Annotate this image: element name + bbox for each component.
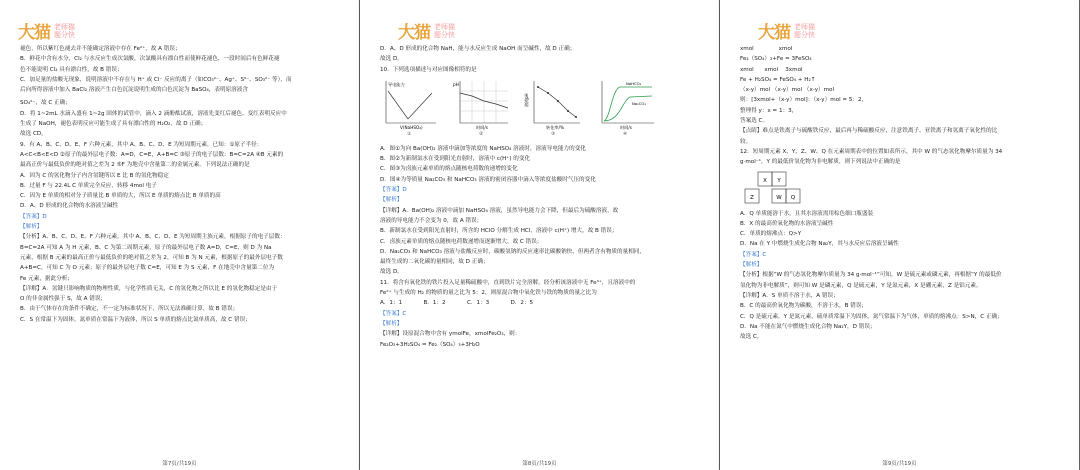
analysis-label: 【解析】 bbox=[380, 197, 403, 204]
chart-4 bbox=[596, 79, 654, 139]
text-line: 褪色，所以紫红色褪去并不能确定溶液中存在 Fe²⁺，故 A 错误； bbox=[20, 46, 181, 52]
equation-line: （x-y）mol （x-y）mol （x-y）mol bbox=[740, 87, 835, 94]
question-line: 10．下列选项描述与对应图像相符的是 bbox=[380, 66, 477, 73]
chart-1-graph bbox=[380, 79, 438, 131]
watermark-logo bbox=[398, 18, 455, 43]
cell-y: Y bbox=[777, 177, 781, 184]
text-line: B．由于气体存在的条件不确定，不一定为标准状况下，所以无法准确计算，故 B 错误； bbox=[20, 306, 239, 313]
watermark-logo bbox=[758, 18, 815, 43]
option-line: C．单质的熔沸点：Q>Y bbox=[740, 231, 802, 238]
chart-1-ylabel: 导电能力 bbox=[388, 81, 405, 87]
text-line: 【点睛】难点是铁离子与硫酸铁反应，最后再与稀硫酸反应，注意铁离子、亚铁离子和氢离子氧化性的比 bbox=[740, 128, 998, 135]
text-line: A+B=C，可知 C 为 O 元素；原子的最外层电子数 C=E，可知 E 为 S 元素，F 在地壳中含量第二位为 bbox=[20, 265, 275, 272]
chart-2 bbox=[452, 79, 510, 139]
chart-2-xlabel: 时间/s bbox=[476, 124, 488, 130]
option-line: C．因为 E 单质的相对分子质量比 B 单质的大，所以 E 单质的熔点比 B 单质的高 bbox=[20, 193, 221, 200]
logo-subtext: 老师猫 bbox=[434, 22, 455, 31]
answer-label: 【答案】D bbox=[20, 213, 47, 220]
chart-3-xlabel: 转化率/% bbox=[546, 124, 564, 130]
equation-line: Fe₂（SO₄）₃+Fe = 3FeSO₄ bbox=[740, 56, 812, 63]
option-line: D．Na 在 Y 中燃烧生成化合物 Na₂Y，其与水反应后溶液呈碱性 bbox=[740, 241, 899, 248]
text-line: D．Na 不能在氮气中燃烧生成化合物 Na₂Y，D 错误； bbox=[740, 323, 876, 330]
text-line: 【详解】设原混合物中含有 ymolFe，xmolFe₂O₃，则： bbox=[380, 331, 521, 338]
option-line: B．过量 F 与 22.4L C 单质完全反应，转移 4mol 电子 bbox=[20, 182, 157, 189]
text-line: Fe 元素，据此分析； bbox=[20, 275, 73, 282]
text-line: B．鲜花中含有水分，Cl₂ 与水反应生成次氯酸，次氯酸具有漂白性而使鲜花褪色，一段时间后有色鲜花褪 bbox=[20, 56, 280, 63]
text-line: 生成了 NaOH，褪色表明反应可能生成了具有漂白性的 H₂O₂，故 D 正确； bbox=[20, 121, 207, 128]
document-page-8 bbox=[360, 0, 719, 470]
chart-caption: ③ bbox=[550, 131, 556, 137]
text-line: D．将 1~2mL 水滴入盛有 1~2g 固体的试管中，滴入 2 滴酚酞试液，溶液先变红后褪色，变红表明反应中 bbox=[20, 110, 287, 117]
equation-line: Fe₂O₃+3H₂SO₄ = Fe₂（SO₄）₃+3H₂O bbox=[380, 341, 480, 348]
chart-2-ylabel: pH bbox=[453, 81, 459, 87]
text-line: Fe²⁺ 与生成的 H₂ 的物质的量之比为 5：2，则原混合物中氧化铁与铁的物质的量之比为 bbox=[380, 290, 597, 297]
answer-label: 【答案】C bbox=[380, 310, 407, 317]
text-line: D．A、D 形成的化合物 NaH，能与水反应生成 NaOH 而呈碱性，故 D 正确； bbox=[380, 46, 576, 52]
equation-line: xmol xmol bbox=[740, 46, 793, 52]
option-line: D．A、D 形成的化合物的水溶液呈碱性 bbox=[20, 203, 119, 210]
option-line: B．X 的最高价氧化物的水溶液呈碱性 bbox=[740, 220, 834, 227]
answer-label: 【答案】D bbox=[380, 187, 407, 194]
question-line: 9．有 A、B、C、D、E、F 六种元素，其中 A、B、C、D、E 为短周期元素，已知：①原子半径： bbox=[20, 141, 263, 148]
text-line: 元素，根据 B 元素的最高正价与最低负价的绝对值之差为 2，可知 B 为 N 元素，根据原子的最外层电子数 bbox=[20, 254, 283, 261]
text-line: 故选 D。 bbox=[380, 269, 403, 276]
cell-w: W bbox=[776, 194, 782, 201]
text-line: 整理得 y：x = 1：3， bbox=[740, 107, 798, 114]
text-line: 后向所得溶液中加入 BaCl₂ 溶液产生白色沉淀说明生成的白色沉淀为 BaSO₄，表明原溶液含 bbox=[20, 87, 248, 94]
text-line: 较。 bbox=[740, 138, 752, 145]
cell-z: Z bbox=[750, 194, 754, 201]
text-line: 故选 C。 bbox=[740, 334, 763, 341]
option-line: D．图④为等质量 Na₂CO₃ 和 NaHCO₃ 溶液的密闭容器中滴入等浓度盐酸时气压的变化 bbox=[380, 176, 596, 183]
element-grid bbox=[744, 171, 808, 205]
text-line: A<C<B<E<D ②原子的最外层电子数：A=D，C=E，A+B=C ③原子的电子层数：B=C=2A ④B 元素的 bbox=[20, 151, 284, 158]
watermark-logo bbox=[18, 18, 75, 43]
text-line: C．S 在常温下为固体，氮单质在常温下为液体，所以 S 单质的熔点比氮单质高，故 C 错误； bbox=[20, 316, 251, 323]
logo-text: 大猫 bbox=[398, 23, 430, 43]
chart-1 bbox=[380, 79, 438, 139]
option-line: C．图③为卤族元素单质的熔点随核电荷数的递增的变化 bbox=[380, 166, 518, 173]
page-footer: 第9页/共19页 bbox=[882, 461, 917, 467]
text-line: C．Q 是硫元素，Y 是氮元素，硫单质常温下为固体，氮气常温下为气体，单质的熔沸点：S>N，C 正确； bbox=[740, 313, 1003, 320]
text-line: 【详解】A．S 单质不溶于水，A 错误； bbox=[740, 292, 839, 299]
chart-3-graph bbox=[524, 79, 582, 131]
chart-3-ylabel: 溶液pH bbox=[524, 93, 529, 107]
chart-caption: ① bbox=[406, 131, 412, 137]
logo-text: 大猫 bbox=[758, 23, 790, 43]
text-line: C．加足量的盐酸无现象，说明溶液中不存在与 H⁺ 或 Cl⁻ 反应的离子（如CO₃²⁻、Ag⁺、S²⁻、SO₃²⁻ 等），而 bbox=[20, 76, 292, 83]
chart-4-xlabel: 时间/s bbox=[620, 124, 632, 130]
text-line: 故选 D。 bbox=[380, 56, 403, 63]
page-body bbox=[740, 44, 1061, 342]
text-line: 则：[3xmol+（x-y）mol]：（x-y）mol = 5：2， bbox=[740, 97, 868, 104]
cell-q: Q bbox=[790, 194, 796, 201]
analysis-label: 【解析】 bbox=[740, 262, 763, 269]
text-line: 【详解】A．Ba(OH)₂ 溶液中滴加 NaHSO₄ 溶液，虽然导电能力会下降，但最后为硫酸溶液，故 bbox=[380, 207, 619, 214]
text-line: B=C=2A 可知 A 为 H 元素，B、C 为第二周期元素，原子的最外层电子数 A=D，C=E，则 D 为 Na bbox=[20, 244, 272, 251]
chart-3 bbox=[524, 79, 582, 139]
text-line: C．卤族元素单质的熔点随核电荷数递增而逐渐增大，故 C 错误； bbox=[380, 238, 543, 245]
equation-line: Fe + H₂SO₄ = FeSO₄ + H₂↑ bbox=[740, 76, 816, 83]
text-line: B．新制氯水在受到阳光直射时，所含的 HClO 分解生成 HCl，溶液中 c(H⁺) 增大，故 B 错误； bbox=[380, 228, 618, 235]
text-line: D．Na₂CO₃ 和 NaHCO₃ 溶液与盐酸反应时，碳酸氢钠的反应速率比碳酸钠快，但两者含有物质的量相同， bbox=[380, 248, 645, 255]
page-footer: 第8页/共19页 bbox=[522, 461, 557, 467]
logo-subtext: 老师猫 bbox=[54, 22, 75, 31]
page-footer: 第7页/共19页 bbox=[162, 461, 197, 467]
chart-caption: ② bbox=[478, 131, 484, 137]
document-page-7 bbox=[0, 0, 359, 470]
text-line: 溶液的导电能力不会变为 0，故 A 错误； bbox=[380, 217, 483, 224]
analysis-label: 【解析】 bbox=[20, 224, 43, 231]
chart-caption: ④ bbox=[622, 131, 628, 137]
equation-line: xmol xmol 3xmol bbox=[740, 66, 803, 73]
text-line: 故选 CD。 bbox=[20, 131, 47, 138]
text-line: SO₄²⁻，故 C 正确； bbox=[20, 100, 71, 107]
option-line: A．图①为向 Ba(OH)₂ 溶液中滴加等浓度的 NaHSO₄ 溶液时，溶液导电能力的变化 bbox=[380, 145, 586, 152]
text-line: O 的非金属性强于 S，故 A 错误； bbox=[20, 296, 107, 303]
chart-1-xlabel: V(NaHSO₄) bbox=[400, 124, 423, 130]
text-line: 答案选 C。 bbox=[740, 118, 769, 125]
chart-4-series-label: NaHCO₃ bbox=[626, 80, 642, 86]
analysis-label: 【解析】 bbox=[380, 320, 403, 327]
chart-row bbox=[380, 79, 701, 141]
option-line: B．图②为新制氯水在受到阳光直射时，溶液中 c(H⁺) 的变化 bbox=[380, 156, 531, 163]
text-line: 【详解】A．氢键只影响物质的物理性质，与化学性质无关，C 的氢化物之所以比 E 的氢化物稳定是由于 bbox=[20, 285, 278, 292]
text-line: 【分析】A、B、C、D、E、F 六种元素，其中 A、B、C、D、E 为短周期主族元素，根据原子的电子层数： bbox=[20, 234, 286, 241]
text-line: 最终生成的二氧化碳的量相同，故 D 正确； bbox=[380, 259, 489, 266]
chart-4-graph bbox=[596, 79, 654, 131]
text-line: B．C 的最高价氧化物为碳酸，不溶于水，B 错误； bbox=[740, 303, 868, 310]
periodic-table-fragment bbox=[744, 171, 1061, 205]
page-body bbox=[380, 44, 701, 350]
text-line: 色不能说明 Cl₂ 具有漂白性，故 B 错误； bbox=[20, 66, 123, 73]
page-body bbox=[20, 44, 341, 325]
answer-label: 【答案】C bbox=[740, 251, 767, 258]
document-page-9 bbox=[720, 0, 1079, 470]
option-line: A．Q 单质能溶于水，且其水溶液需用棕色细口瓶盛装 bbox=[740, 210, 874, 217]
chart-4-series-label: Na₂CO₃ bbox=[632, 100, 646, 106]
text-line: 氢化物为非电解质”，则可知 W 是磷元素，Q 是硫元素，Y 是氮元素，X 是硼元素，Z 是铝元素。 bbox=[740, 282, 982, 289]
option-line: A．因为 C 的氢化物分子内含氢键所以 E 比 B 的氢化物稳定 bbox=[20, 172, 169, 179]
logo-subtext: 题分快 bbox=[434, 30, 455, 39]
option-line: A．1：1 B．1：2 C．1：3 D．2：5 bbox=[380, 300, 534, 307]
logo-subtext: 题分快 bbox=[54, 30, 75, 39]
logo-text: 大猫 bbox=[18, 23, 50, 43]
question-line: 11．将含有氧化铁的铁片投入足量稀硫酸中，直到铁片完全溶解，经分析该溶液中无 Fe³⁺，且溶液中的 bbox=[380, 279, 636, 286]
text-line: 最高正价与最低负价的绝对值之差为 2 ⑤F 为地壳中含量第二的金属元素。下列说法正确的是 bbox=[20, 162, 250, 169]
cell-x: X bbox=[763, 177, 767, 184]
chart-2-graph bbox=[452, 79, 510, 131]
logo-subtext: 题分快 bbox=[794, 30, 815, 39]
question-line: 12．短周期元素 X、Y、Z、W、Q 在元素周期表中的位置如表所示，其中 W 的气态氢化物摩尔质量为 34 bbox=[740, 148, 1003, 155]
text-line: 【分析】根据“W 的气态氢化物摩尔质量为 34 g·mol⁻¹”可知，W 是硫元素或磷元素，再根据“Y 的最低价 bbox=[740, 272, 1002, 279]
text-line: g·mol⁻¹，Y 的最低价氢化物为非电解质，则下列说法中正确的是 bbox=[740, 159, 901, 166]
logo-subtext: 老师猫 bbox=[794, 22, 815, 31]
